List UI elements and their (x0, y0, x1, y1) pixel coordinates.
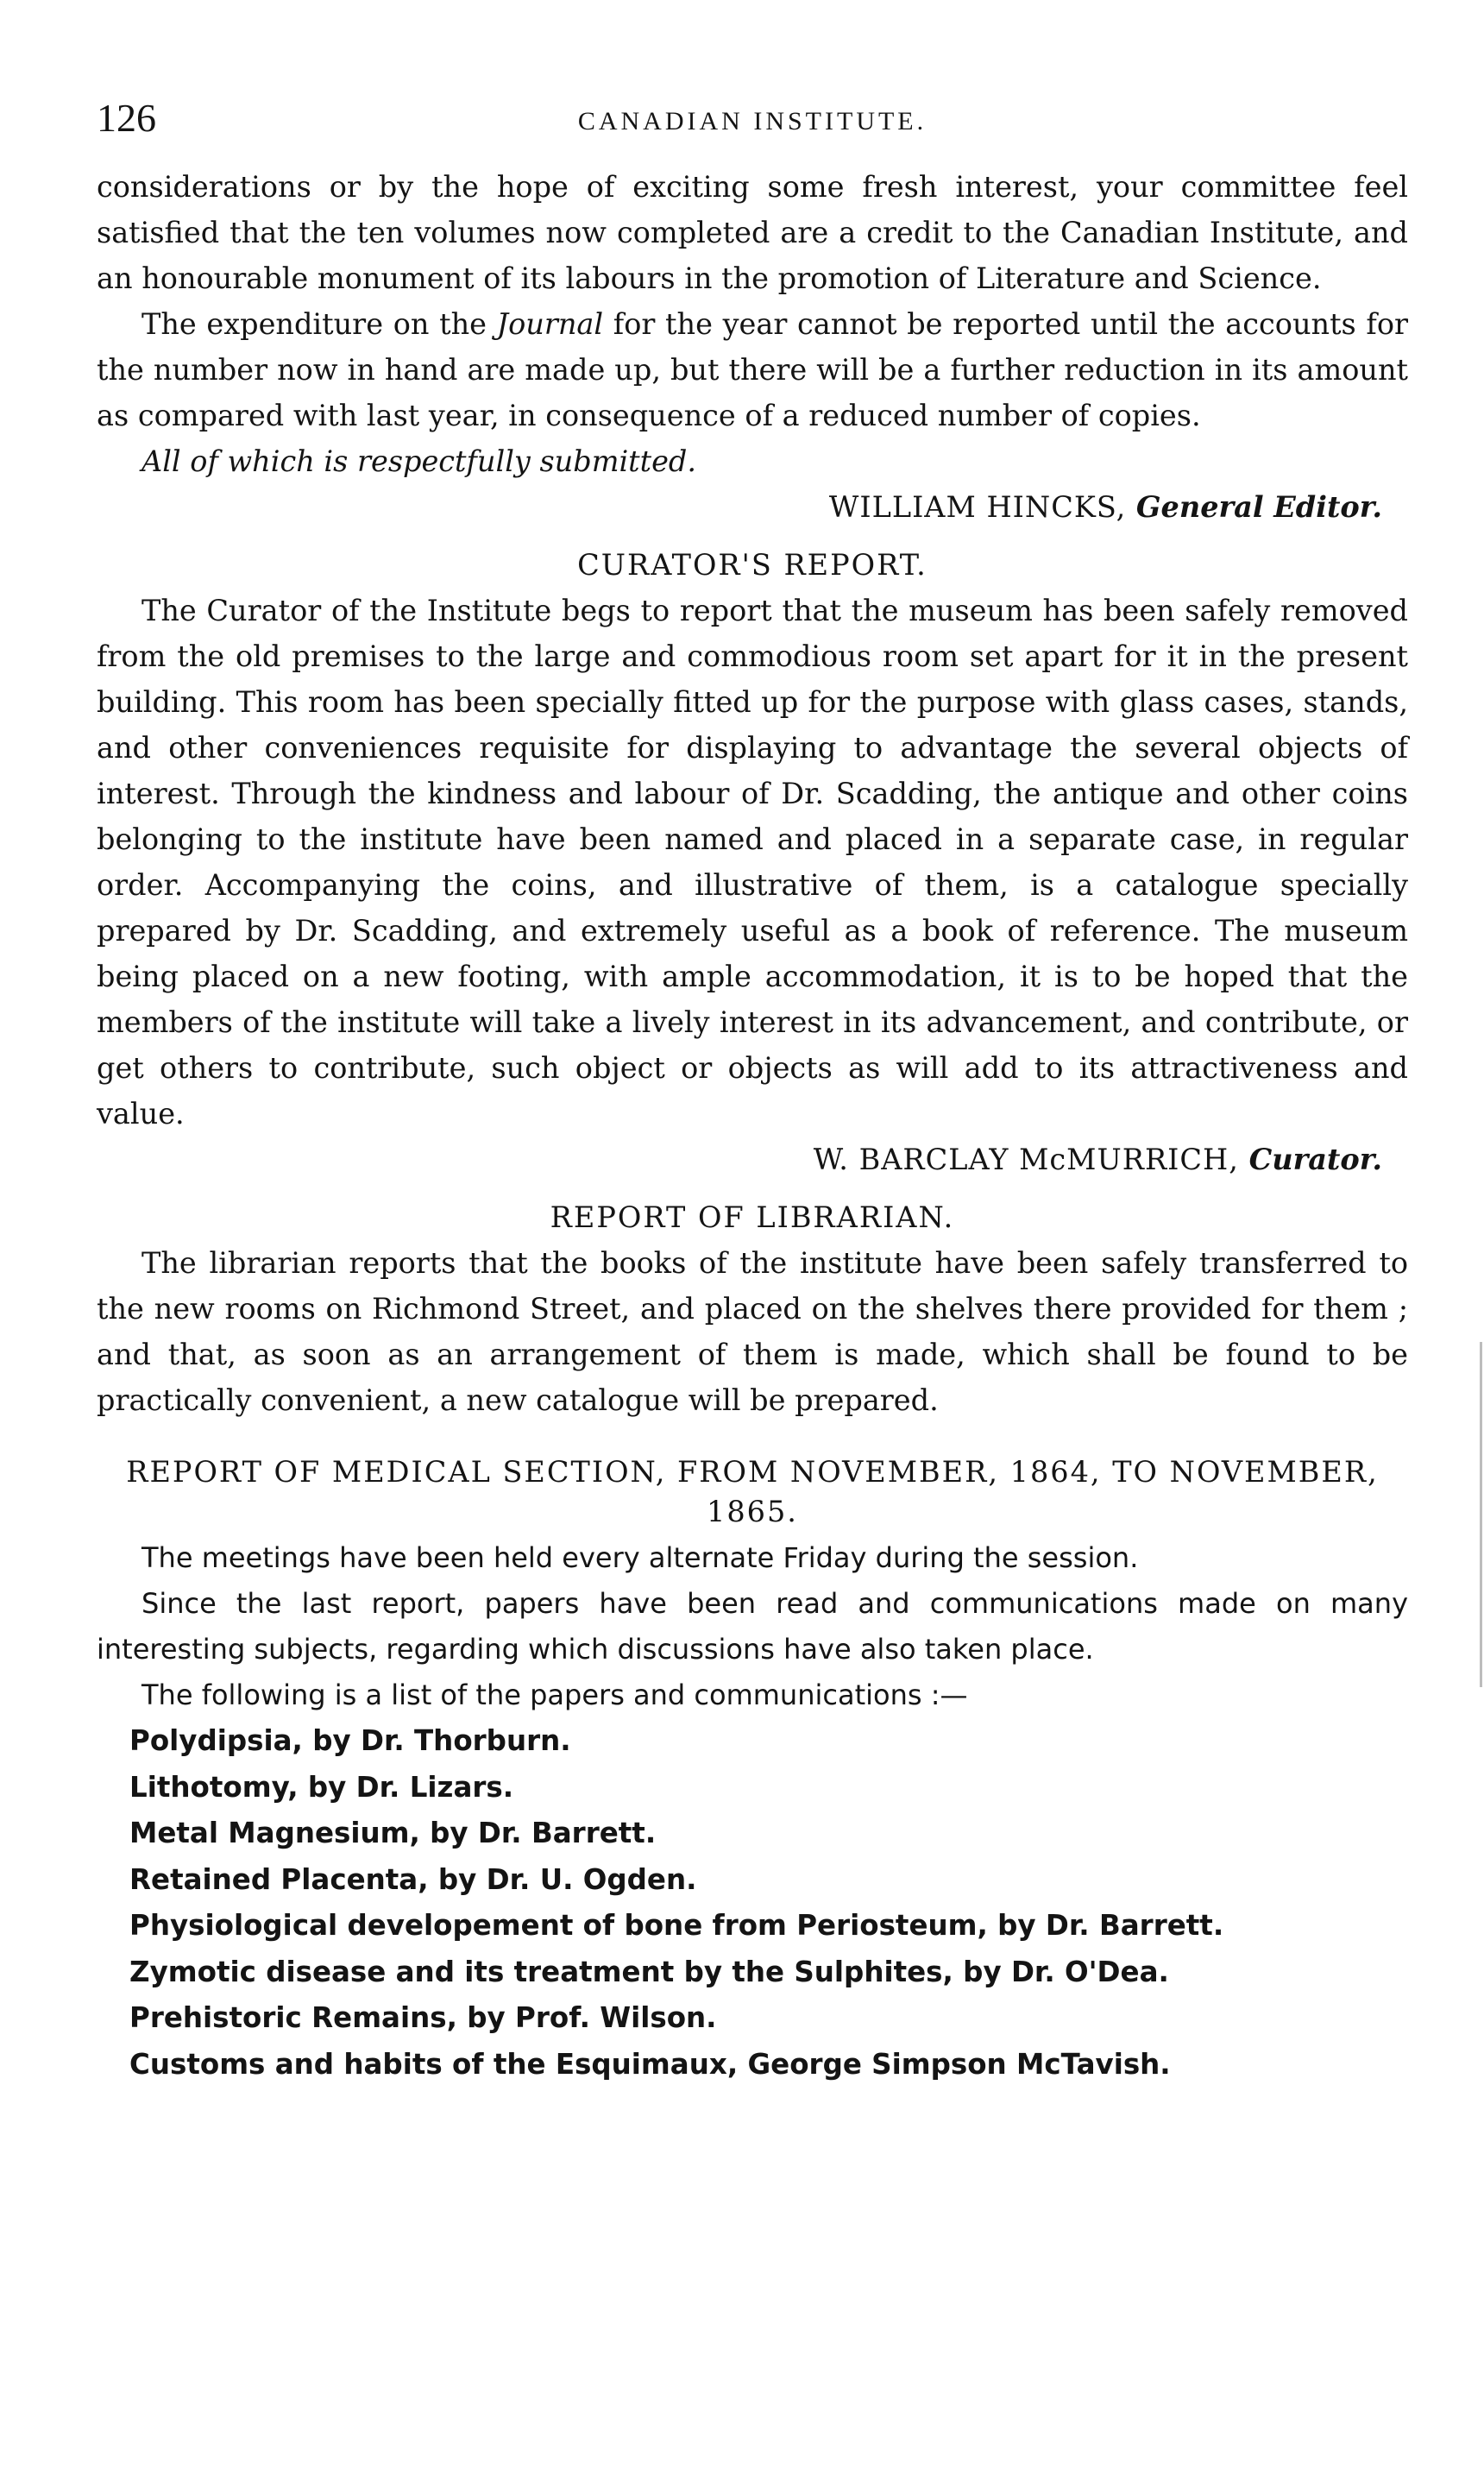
papers-list (97, 1718, 1408, 2088)
medical-paragraph-2: Since the last report, papers have been read and communications made on many interesting subjects, regarding which discussions have also taken place. (97, 1587, 1408, 1666)
medical-report (97, 1452, 1408, 2088)
list-item: Lithotomy, by Dr. Lizars. (129, 1770, 514, 1804)
list-item: Retained Placenta, by Dr. U. Ogden. (129, 1862, 697, 1896)
editor-signature (97, 484, 1408, 530)
librarian-report (97, 1194, 1408, 1423)
medical-heading: REPORT OF MEDICAL SECTION, FROM NOVEMBER, 1864, TO NOVEMBER, 1865. (126, 1455, 1379, 1528)
running-title: CANADIAN INSTITUTE. (577, 107, 928, 135)
editor-paragraph-2 (97, 301, 1408, 438)
librarian-heading: REPORT OF LIBRARIAN. (550, 1200, 955, 1234)
list-item: Prehistoric Remains, by Prof. Wilson. (129, 2001, 717, 2034)
running-head (97, 95, 1408, 164)
list-item: Zymotic disease and its treatment by the Sulphites, by Dr. O'Dea. (129, 1955, 1169, 1988)
list-item: Polydipsia, by Dr. Thorburn. (129, 1724, 571, 1757)
list-item: Physiological developement of bone from Periosteum, by Dr. Barrett. (129, 1909, 1224, 1942)
curator-report (97, 542, 1408, 1182)
editor-signature-name: WILLIAM HINCKS, (828, 490, 1127, 524)
curator-signature-role: Curator. (1248, 1143, 1382, 1176)
curator-paragraph: The Curator of the Institute begs to report that the museum has been safely removed from the old premises to the large and commodious room set apart for it in the present building. This room has been specially fitted up for the purpose with glass cases, stands, and other conveniences requisite for displaying to advantage the several objects of interest. Through the kindness and labour of Dr. Scadding, the antique and other coins belonging to the institute have been named and placed in a separate case, in regular order. Accompanying the coins, and illustrative of them, is a catalogue specially prepared by Dr. Scadding, and extremely useful as a book of reference. The museum being placed on a new footing, with ample accommodation, it is to be hoped that the members of the institute will take a lively interest in its advancement, and contribute, or get others to contribute, such object or objects as will add to its attractiveness and value. (97, 594, 1408, 1131)
page-number: 126 (97, 96, 156, 140)
medical-paragraph-3: The following is a list of the papers and communications :— (141, 1679, 968, 1711)
editor-closing (97, 438, 1408, 484)
list-item: Customs and habits of the Esquimaux, George Simpson McTavish. (129, 2047, 1171, 2081)
medical-paragraph-1: The meetings have been held every alternate Friday during the session. (141, 1541, 1139, 1574)
editor-signature-role: General Editor. (1135, 490, 1382, 524)
editor-paragraph-1: considerations or by the hope of exciting some fresh interest, your committee feel satisfied that the ten volumes now completed are a credit to the Canadian Institute, and an honourable monument of its labours in the promotion of Literature and Science. (97, 170, 1408, 295)
editor-closing-text: All of which is respectfully submitted. (141, 444, 697, 478)
page (97, 95, 1408, 2088)
list-item: Metal Magnesium, by Dr. Barrett. (129, 1817, 657, 1849)
editor-paragraph-2-end: for the year cannot be reported until the accounts for the number now in hand are made up, but there will be a further reduction in its amount as compared with last year, in consequence of a reduced number of copies. (97, 307, 1409, 432)
curator-signature-name: W. BARCLAY McMURRICH, (813, 1143, 1239, 1176)
scan-margin-line (1480, 1342, 1482, 1687)
librarian-paragraph: The librarian reports that the books of the institute have been safely transferred to the new rooms on Richmond Street, and placed on the shelves there provided for them ; and that, as soon as an arrangement of them is made, which shall be found to be practically convenient, a new catalogue will be prepared. (97, 1246, 1408, 1417)
editor-report (97, 164, 1408, 530)
editor-paragraph-2-start: The expenditure on the (141, 307, 497, 341)
curator-heading: CURATOR'S REPORT. (577, 548, 928, 582)
journal-title: Journal (496, 307, 604, 341)
curator-signature (97, 1137, 1408, 1182)
